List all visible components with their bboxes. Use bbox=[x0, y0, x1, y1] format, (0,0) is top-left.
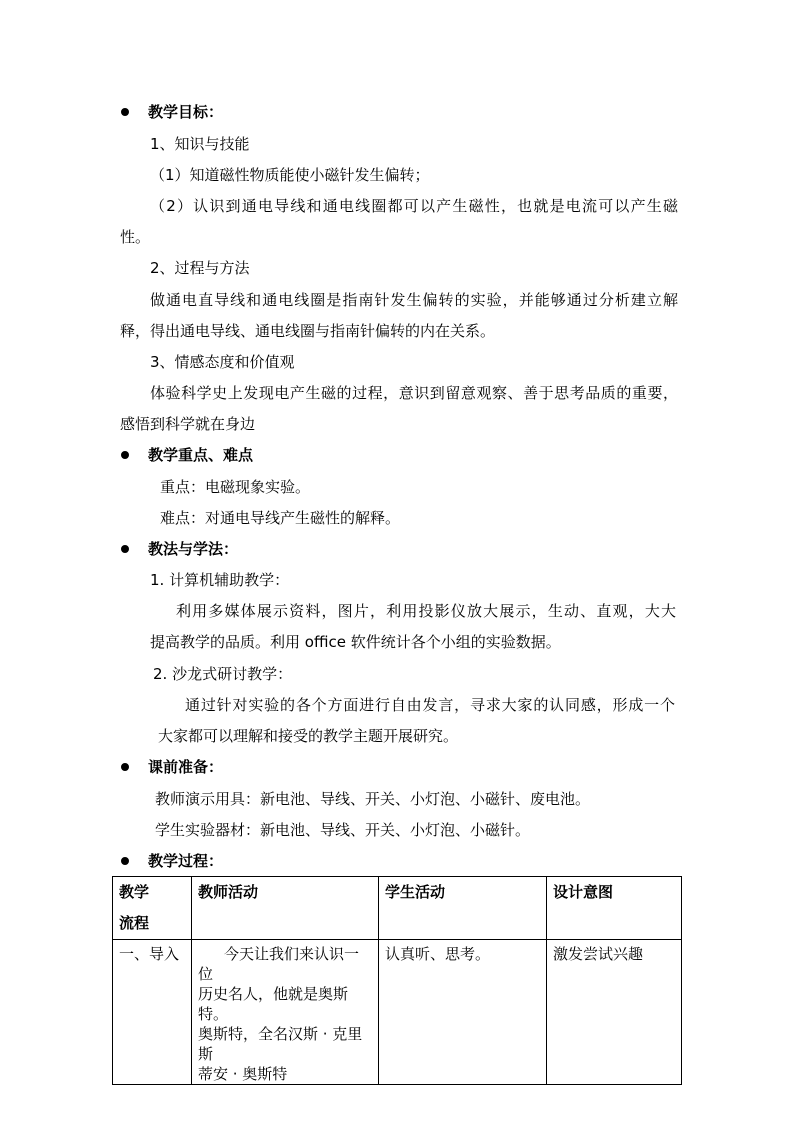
prep-student: 学生实验器材：新电池、导线、开关、小灯泡、小磁针。 bbox=[155, 821, 531, 839]
header-stage-line1: 教学 bbox=[119, 883, 150, 901]
cell-stage: 一、导入 bbox=[113, 940, 192, 1085]
goals-emotion-a: 体验科学史上发现电产生磁的过程，意识到留意观察、善于思考品质的重要， bbox=[150, 384, 678, 402]
focus-hard: 难点：对通电导线产生磁性的解释。 bbox=[160, 509, 401, 527]
process-table bbox=[112, 876, 682, 1085]
methods-2-title: 2. 沙龙式研讨教学： bbox=[153, 665, 293, 683]
header-intent-label: 设计意图 bbox=[553, 883, 614, 901]
methods-1-title: 1. 计算机辅助教学： bbox=[150, 571, 290, 589]
goals-process-b: 释，得出通电导线、通电线圈与指南针偏转的内在关系。 bbox=[120, 322, 496, 340]
section-title-focus: 教学重点、难点 bbox=[148, 446, 254, 464]
bullet-methods bbox=[121, 545, 129, 553]
bullet-goals bbox=[121, 108, 129, 116]
methods-1b: 提高教学的品质。利用 office 软件统计各个小组的实验数据。 bbox=[150, 633, 561, 651]
cell-teacher-line2: 历史名人，他就是奥斯特。 bbox=[198, 985, 349, 1023]
cell-teacher-line3: 奥斯特，全名汉斯 · 克里斯 bbox=[198, 1025, 363, 1063]
header-student-label: 学生活动 bbox=[385, 883, 446, 901]
cell-teacher-activity bbox=[192, 940, 379, 1085]
goals-knowledge-2b: 性。 bbox=[120, 228, 151, 246]
table-header-row bbox=[113, 877, 682, 940]
goals-emotion-b: 感悟到科学就在身边 bbox=[120, 415, 256, 433]
section-title-prep: 课前准备： bbox=[148, 758, 224, 776]
header-teacher bbox=[192, 877, 379, 940]
goals-knowledge-2a: （2）认识到通电导线和通电线圈都可以产生磁性，也就是电流可以产生磁 bbox=[150, 197, 678, 215]
table-row bbox=[113, 940, 682, 1085]
header-stage-line2: 流程 bbox=[119, 914, 150, 932]
goals-knowledge-title: 1、知识与技能 bbox=[150, 135, 250, 153]
methods-2b: 大家都可以理解和接受的教学主题开展研究。 bbox=[158, 727, 459, 745]
methods-1a: 利用多媒体展示资料，图片，利用投影仪放大展示，生动、直观，大大 bbox=[176, 602, 676, 620]
header-teacher-label: 教师活动 bbox=[198, 883, 259, 901]
goals-knowledge-1: （1）知道磁性物质能使小磁针发生偏转； bbox=[150, 166, 430, 184]
header-student bbox=[379, 877, 547, 940]
bullet-process bbox=[121, 857, 129, 865]
goals-process-a: 做通电直导线和通电线圈是指南针发生偏转的实验，并能够通过分析建立解 bbox=[150, 291, 678, 309]
header-intent bbox=[547, 877, 682, 940]
goals-process-title: 2、过程与方法 bbox=[150, 259, 250, 277]
prep-teacher: 教师演示用具：新电池、导线、开关、小灯泡、小磁针、废电池。 bbox=[155, 790, 591, 808]
section-title-methods: 教法与学法： bbox=[148, 540, 239, 558]
focus-key: 重点：电磁现象实验。 bbox=[160, 478, 311, 496]
cell-student-activity: 认真听、思考。 bbox=[379, 940, 547, 1085]
cell-teacher-line1: 今天让我们来认识一位 bbox=[198, 945, 360, 983]
goals-emotion-title: 3、情感态度和价值观 bbox=[150, 353, 295, 371]
bullet-prep bbox=[121, 763, 129, 771]
cell-design-intent: 激发尝试兴趣 bbox=[547, 940, 682, 1085]
methods-2a: 通过针对实验的各个方面进行自由发言，寻求大家的认同感，形成一个 bbox=[185, 696, 675, 714]
section-title-process: 教学过程： bbox=[148, 852, 224, 870]
section-title-goals: 教学目标： bbox=[148, 103, 224, 121]
cell-teacher-line4: 蒂安 · 奥斯特 bbox=[198, 1065, 288, 1083]
header-stage bbox=[113, 877, 192, 940]
bullet-focus bbox=[121, 451, 129, 459]
